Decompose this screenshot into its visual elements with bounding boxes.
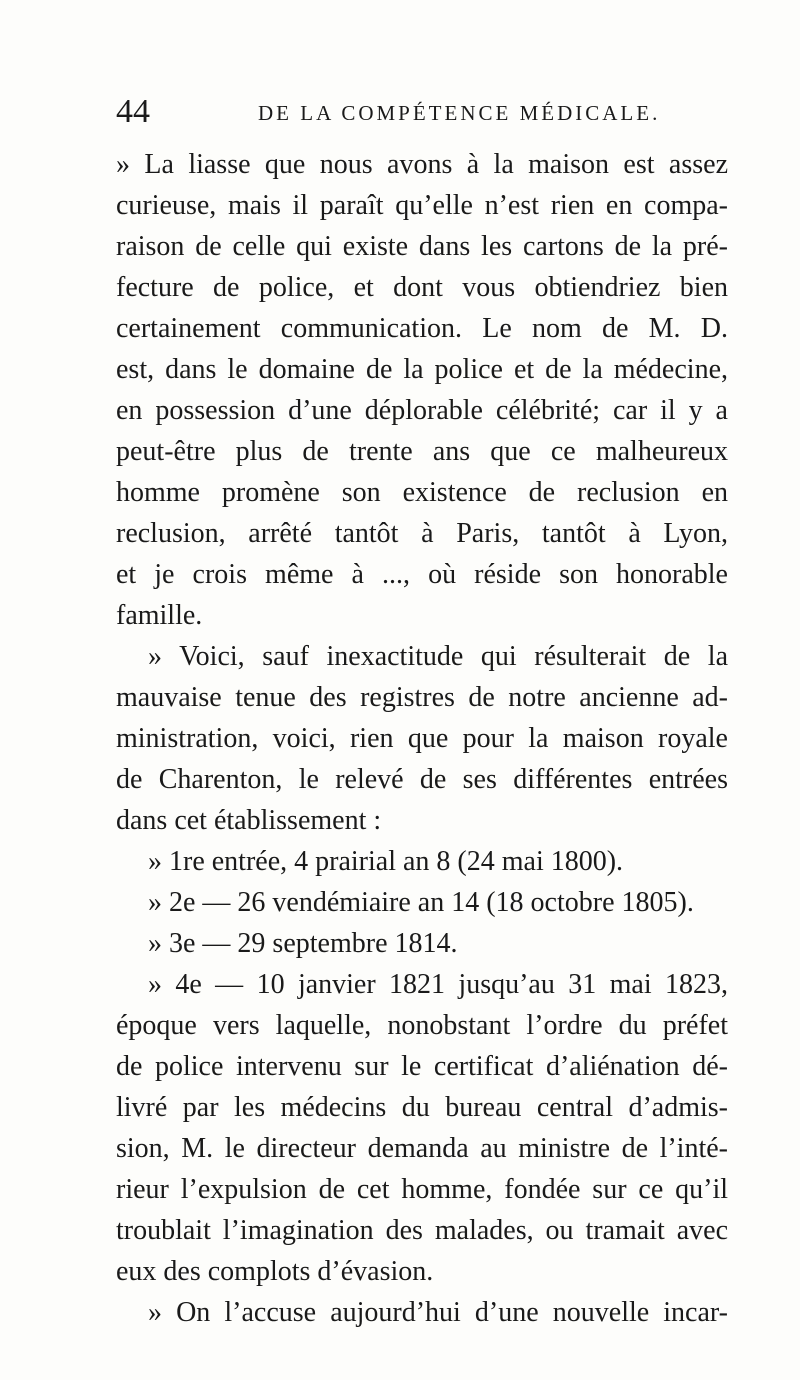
- text-line: livré par les médecins du bureau central d’admis-: [116, 1092, 728, 1123]
- text-line: » 1re entrée, 4 prairial an 8 (24 mai 1800).: [148, 846, 624, 877]
- text-line: époque vers laquelle, nonobstant l’ordre du préfet: [116, 1010, 728, 1041]
- text-line: homme promène son existence de reclusion en: [116, 477, 728, 508]
- text-line: » 2e — 26 vendémiaire an 14 (18 octobre 1805).: [148, 887, 694, 918]
- text-line: sion, M. le directeur demanda au ministre de l’inté-: [116, 1133, 728, 1164]
- text-line: troublait l’imagination des malades, ou tramait avec: [116, 1215, 728, 1246]
- text-line: mauvaise tenue des registres de notre ancienne ad-: [116, 682, 728, 713]
- text-line: et je crois même à ..., où réside son honorable: [116, 559, 728, 590]
- text-line: de Charenton, le relevé de ses différentes entrées: [116, 764, 728, 795]
- text-line: » La liasse que nous avons à la maison est assez: [116, 149, 728, 180]
- text-line: » Voici, sauf inexactitude qui résulterait de la: [148, 641, 728, 672]
- text-line: » 3e — 29 septembre 1814.: [148, 928, 458, 959]
- text-line: fecture de police, et dont vous obtiendriez bien: [116, 272, 728, 303]
- text-line: famille.: [116, 600, 203, 631]
- text-line: ministration, voici, rien que pour la maison royale: [116, 723, 728, 754]
- text-line: peut-être plus de trente ans que ce malheureux: [116, 436, 728, 467]
- text-line: raison de celle qui existe dans les cartons de la pré-: [116, 231, 728, 262]
- text-line: » On l’accuse aujourd’hui d’une nouvelle incar-: [148, 1297, 728, 1328]
- text-line: de police intervenu sur le certificat d’aliénation dé-: [116, 1051, 728, 1082]
- text-line: eux des complots d’évasion.: [116, 1256, 434, 1287]
- running-title: DE LA COMPÉTENCE MÉDICALE.: [258, 101, 661, 125]
- page-number: 44: [116, 93, 150, 130]
- text-line: » 4e — 10 janvier 1821 jusqu’au 31 mai 1823,: [148, 969, 728, 1000]
- text-line: est, dans le domaine de la police et de la médecine,: [116, 354, 728, 385]
- body-text: [116, 144, 728, 1333]
- text-line: rieur l’expulsion de cet homme, fondée sur ce qu’il: [116, 1174, 728, 1205]
- text-line: reclusion, arrêté tantôt à Paris, tantôt à Lyon,: [116, 518, 728, 549]
- text-line: en possession d’une déplorable célébrité; car il y a: [116, 395, 728, 426]
- page-header: [116, 92, 716, 132]
- text-line: certainement communication. Le nom de M. D.: [116, 313, 728, 344]
- text-line: dans cet établissement :: [116, 805, 382, 836]
- text-line: curieuse, mais il paraît qu’elle n’est rien en compa-: [116, 190, 728, 221]
